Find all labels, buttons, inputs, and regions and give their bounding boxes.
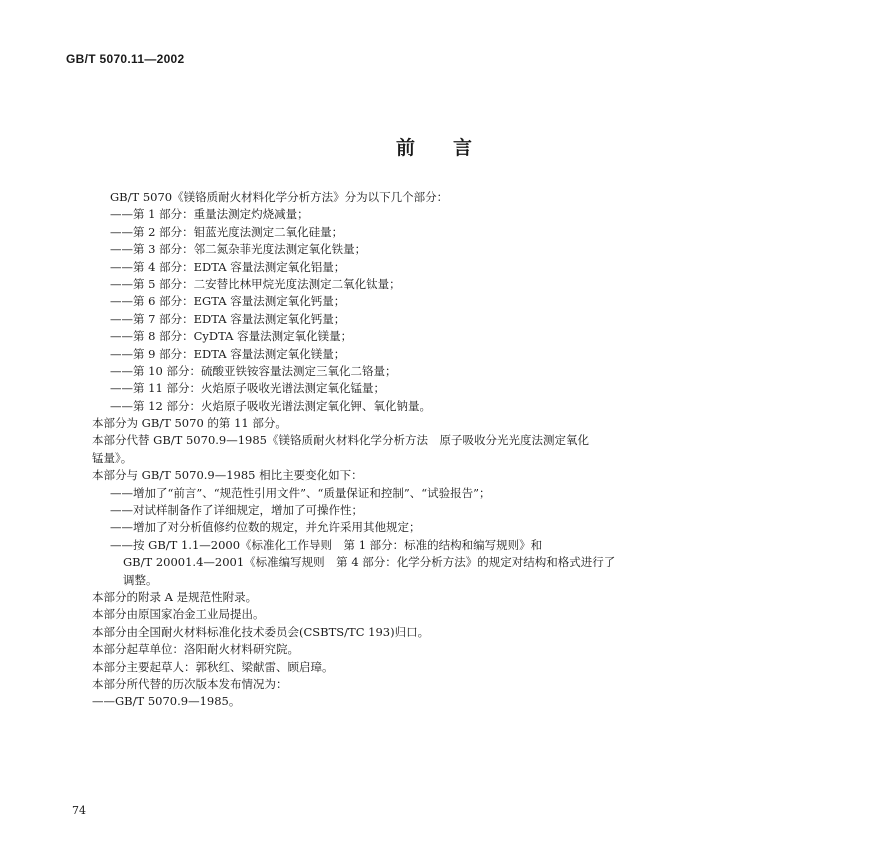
- foreword-body: [92, 189, 792, 711]
- text-line: 本部分与 GB/T 5070.9—1985 相比主要变化如下：: [92, 468, 363, 483]
- text-line: ——对试样制备作了详细规定，增加了可操作性；: [110, 503, 363, 518]
- text-line: 本部分起草单位：洛阳耐火材料研究院。: [92, 642, 299, 657]
- title-char-1: 前: [395, 137, 417, 159]
- text-line: 锰量》。: [92, 450, 133, 465]
- text-line: 本部分由全国耐火材料标准化技术委员会(CSBTS/TC 193)归口。: [92, 624, 430, 639]
- text-line: ——第 4 部分：EDTA 容量法测定氧化铝量；: [110, 259, 346, 274]
- text-line: 本部分由原国家冶金工业局提出。: [92, 607, 265, 622]
- text-line: 本部分所代替的历次版本发布情况为：: [92, 676, 288, 691]
- text-line: ——第 12 部分：火焰原子吸收光谱法测定氧化钾、氧化钠量。: [110, 398, 431, 413]
- text-line: ——第 3 部分：邻二氮杂菲光度法测定氧化铁量；: [110, 242, 367, 257]
- text-line: GB/T 20001.4—2001《标准编写规则 第 4 部分：化学分析方法》的规定对结构和格式进行了: [123, 555, 616, 570]
- title-char-2: 言: [453, 137, 475, 159]
- text-line: ——按 GB/T 1.1—2000《标准化工作导则 第 1 部分：标准的结构和编写规则》和: [110, 537, 543, 552]
- text-line: ——第 1 部分：重量法测定灼烧减量；: [110, 207, 309, 222]
- page-number: 74: [72, 804, 86, 817]
- text-line: ——第 10 部分：硫酸亚铁铵容量法测定三氧化二铬量；: [110, 363, 397, 378]
- text-line: ——第 11 部分：火焰原子吸收光谱法测定氧化锰量；: [110, 381, 385, 396]
- page-title: [0, 133, 870, 160]
- text-line: ——第 6 部分：EGTA 容量法测定氧化钙量；: [110, 294, 346, 309]
- text-line: ——增加了对分析值修约位数的规定，并允许采用其他规定；: [110, 520, 421, 535]
- text-line: ——GB/T 5070.9—1985。: [92, 694, 241, 709]
- text-line: 本部分主要起草人：郭秋红、梁献雷、顾启璋。: [92, 659, 334, 674]
- text-line: ——第 7 部分：EDTA 容量法测定氧化钙量；: [110, 311, 346, 326]
- text-line: ——增加了“前言”、“规范性引用文件”、“质量保证和控制”、“试验报告”；: [110, 485, 491, 500]
- text-line: ——第 8 部分：CyDTA 容量法测定氧化镁量；: [110, 329, 353, 344]
- text-line: 本部分的附录 A 是规范性附录。: [92, 589, 258, 604]
- text-line: 本部分为 GB/T 5070 的第 11 部分。: [92, 416, 287, 431]
- text-line: 本部分代替 GB/T 5070.9—1985《镁铬质耐火材料化学分析方法 原子吸收分光光度法测定氧化: [92, 433, 589, 448]
- text-line: ——第 9 部分：EDTA 容量法测定氧化镁量；: [110, 346, 346, 361]
- text-line: ——第 2 部分：钼蓝光度法测定二氧化硅量；: [110, 224, 344, 239]
- text-line: ——第 5 部分：二安替比林甲烷光度法测定二氧化钛量；: [110, 276, 401, 291]
- text-line: 调整。: [123, 572, 158, 587]
- text-line: GB/T 5070《镁铬质耐火材料化学分析方法》分为以下几个部分：: [110, 190, 449, 204]
- standard-code: GB/T 5070.11—2002: [66, 52, 185, 66]
